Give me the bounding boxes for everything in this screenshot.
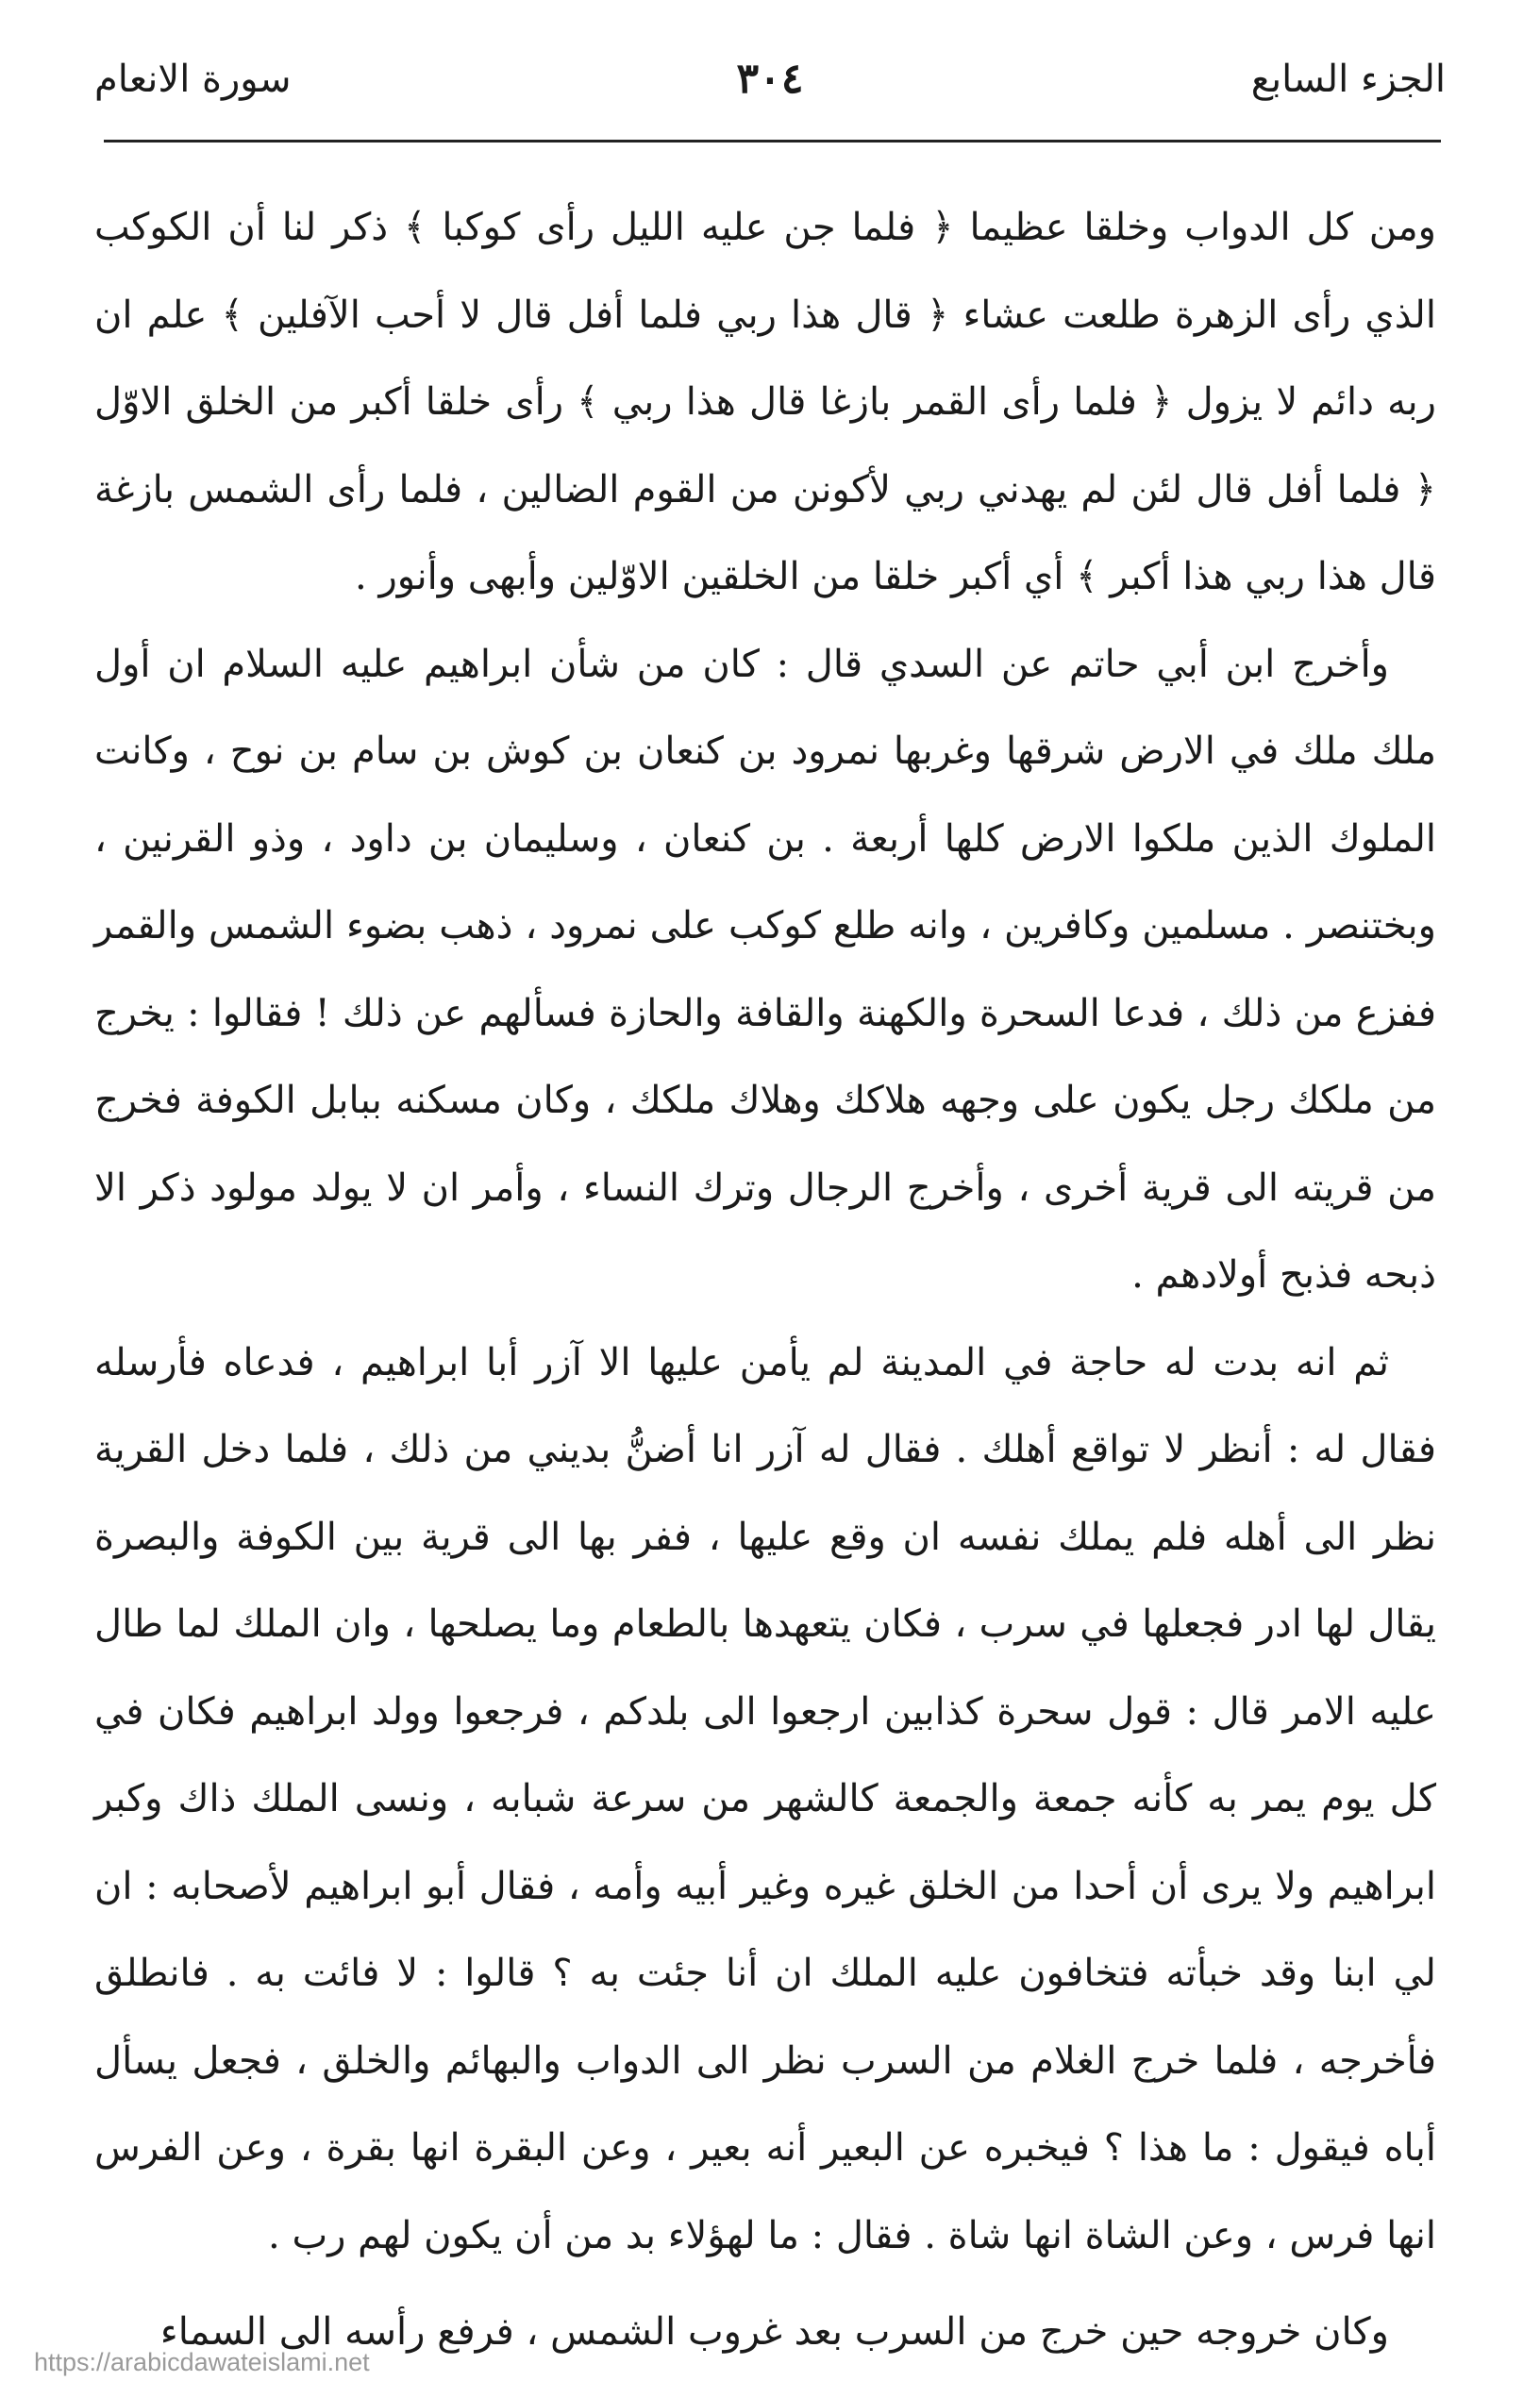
page-header [94,38,1446,132]
part-title: الجزء السابع [1250,58,1446,101]
surah-title: سورة الانعام [94,58,292,101]
paragraph: وكان خروجه حين خرج من السرب بعد غروب الشمس ، فرفع رأسه الى السماء [159,2310,1389,2354]
paragraph: ثم انه بدت له حاجة في المدينة لم يأمن عليها الا آزر أبا ابراهيم ، فدعاه فأرسله فقال له : أنظر لا تواقع أهلك . فقال له آزر انا أضنُّ بديني من ذلك ، فلما دخل القرية نظر الى أهله فلم يملك نفسه ان وقع عليها ، ففر بها الى قرية بين الكوفة والبصرة يقال لها ادر فجعلها في سرب ، فكان يتعهدها بالطعام وما يصلحها ، وان الملك لما طال عليه الامر قال : قول سحرة كذابين ارجعوا الى بلدكم ، فرجعوا وولد ابراهيم فكان في كل يوم يمر به كأنه جمعة والجمعة كالشهر من سرعة شبابه ، ونسى الملك ذاك وكبر ابراهيم ولا يرى أن أحدا من الخلق غيره وغير أبيه وأمه ، فقال أبو ابراهيم لأصحابه : ان لي ابنا وقد خبأته فتخافون عليه الملك ان أنا جئت به ؟ قالوا : لا فائت به . فانطلق فأخرجه ، فلما خرج الغلام من السرب نظر الى الدواب والبهائم والخلق ، فجعل يسأل أباه فيقول : ما هذا ؟ فيخبره عن البعير أنه بعير ، وعن البقرة انها بقرة ، وعن الفرس انها فرس ، وعن الشاة انها شاة . فقال : ما لهؤلاء بد من أن يكون لهم رب . [94,1340,1436,2257]
page-number: ٣٠٤ [736,55,804,103]
page-body [94,184,1436,2376]
source-watermark-link[interactable]: https://arabicdawateislami.net [34,2348,370,2376]
header-divider [104,140,1441,143]
paragraph: وأخرج ابن أبي حاتم عن السدي قال : كان من شأن ابراهيم عليه السلام ان أول ملك ملك في الارض شرقها وغربها نمرود بن كنعان بن كوش بن سام بن نوح ، وكانت الملوك الذين ملكوا الارض كلها أربعة . بن كنعان ، وسليمان بن داود ، وذو القرنين ، وبختنصر . مسلمين وكافرين ، وانه طلع كوكب على نمرود ، ذهب بضوء الشمس والقمر ففزع من ذلك ، فدعا السحرة والكهنة والقافة والحازة فسألهم عن ذلك ! فقالوا : يخرج من ملكك رجل يكون على وجهه هلاكك وهلاك ملكك ، وكان مسكنه ببابل الكوفة فخرج من قريته الى قرية أخرى ، وأخرج الرجال وترك النساء ، وأمر ان لا يولد مولود ذكر الا ذبحه فذبح أولادهم . [94,642,1436,1297]
paragraph: ومن كل الدواب وخلقا عظيما ﴿ فلما جن عليه الليل رأى كوكبا ﴾ ذكر لنا أن الكوكب الذي رأى الزهرة طلعت عشاء ﴿ قال هذا ربي فلما أفل قال لا أحب الآفلين ﴾ علم ان ربه دائم لا يزول ﴿ فلما رأى القمر بازغا قال هذا ربي ﴾ رأى خلقا أكبر من الخلق الاوّل ﴿ فلما أفل قال لئن لم يهدني ربي لأكونن من القوم الضالين ، فلما رأى الشمس بازغة قال هذا ربي هذا أكبر ﴾ أي أكبر خلقا من الخلقين الاوّلين وأبهى وأنور . [94,206,1436,598]
